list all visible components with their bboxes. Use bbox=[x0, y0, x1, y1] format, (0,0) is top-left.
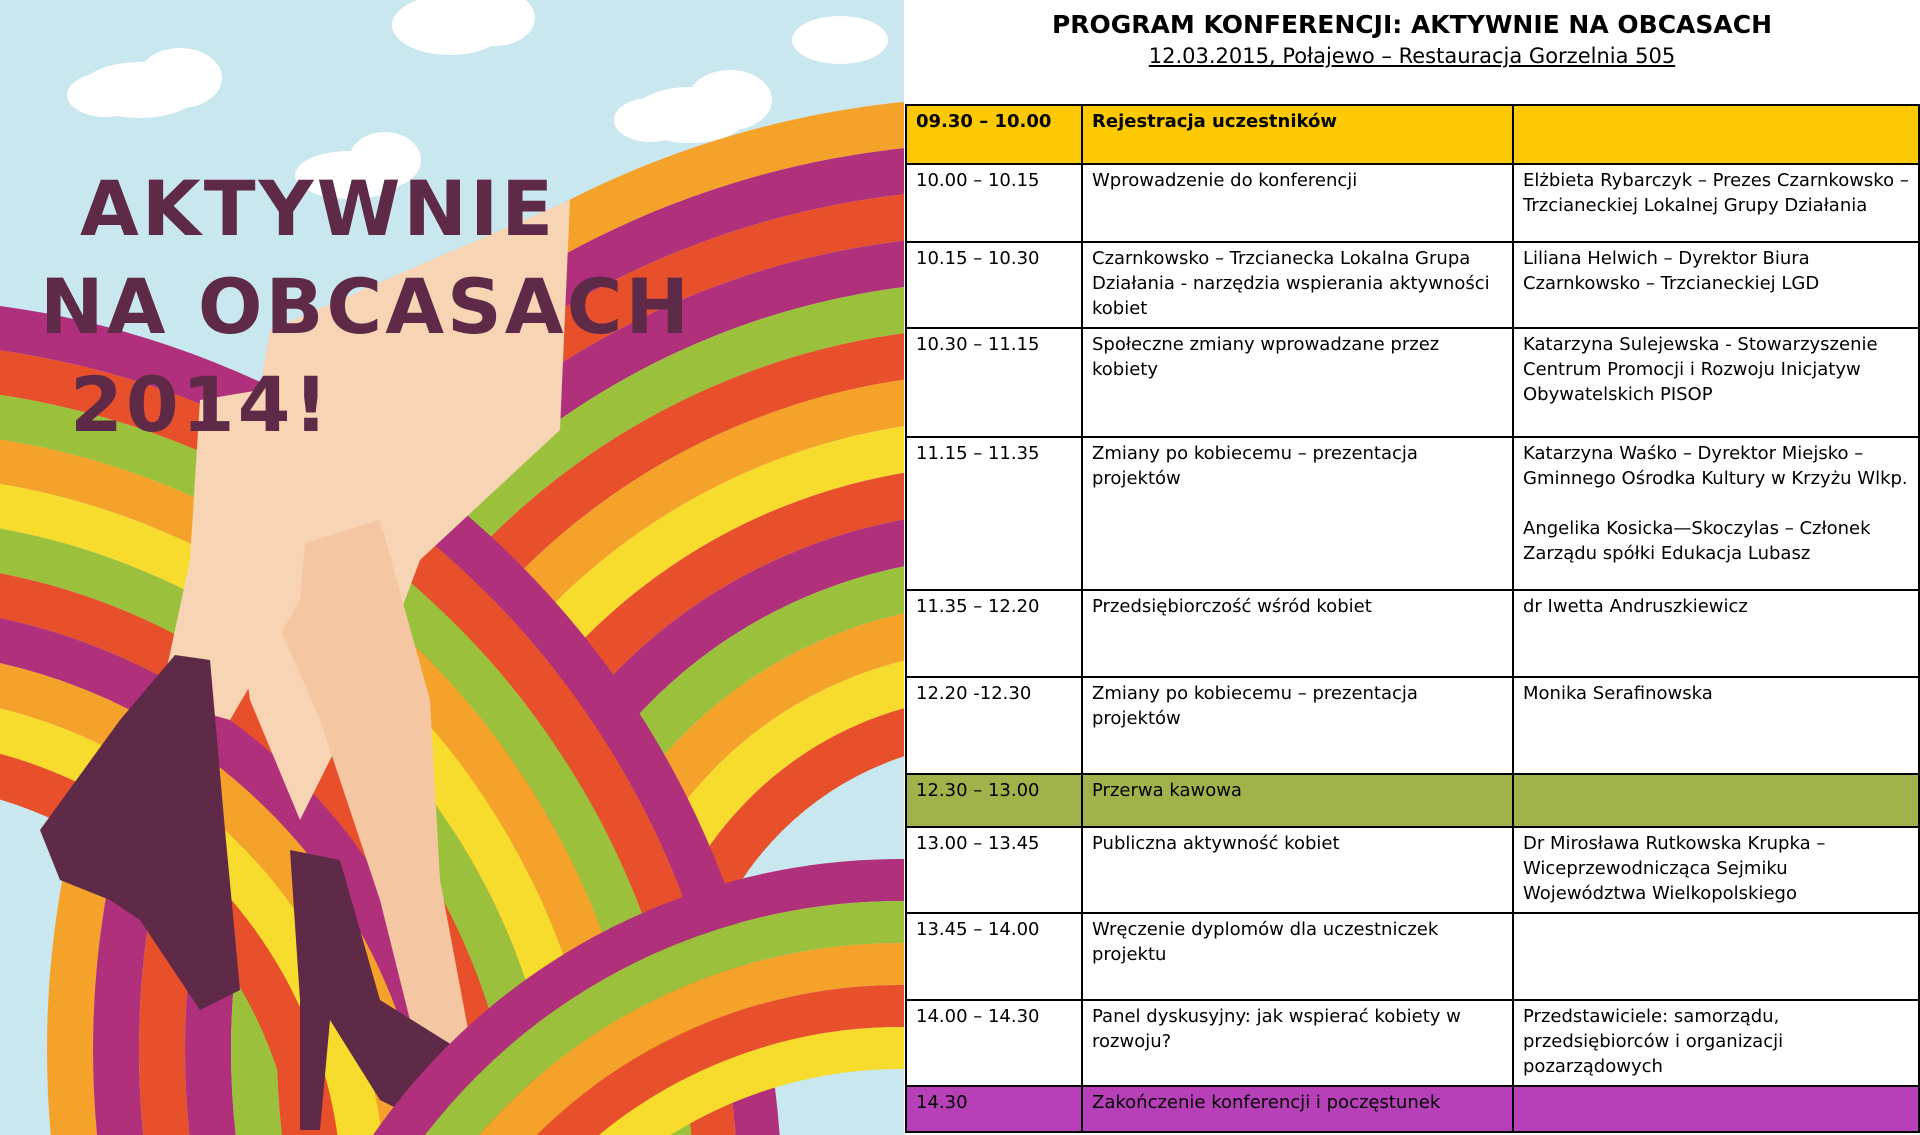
time-cell: 10.00 – 10.15 bbox=[906, 164, 1082, 242]
agenda-row bbox=[906, 242, 1919, 328]
time-cell: 14.00 – 14.30 bbox=[906, 1000, 1082, 1086]
topic-cell: Publiczna aktywność kobiet bbox=[1082, 827, 1513, 913]
program-header bbox=[904, 0, 1920, 70]
agenda-table bbox=[905, 104, 1920, 1133]
speaker-cell: Katarzyna Sulejewska - Stowarzyszenie Centrum Promocji i Rozwoju Inicjatyw Obywatelskich PISOP bbox=[1513, 328, 1919, 437]
time-cell: 13.00 – 13.45 bbox=[906, 827, 1082, 913]
speaker-cell: Dr Mirosława Rutkowska Krupka – Wiceprzewodnicząca Sejmiku Województwa Wielkopolskiego bbox=[1513, 827, 1919, 913]
agenda-row bbox=[906, 105, 1919, 164]
time-cell: 14.30 bbox=[906, 1086, 1082, 1132]
time-cell: 13.45 – 14.00 bbox=[906, 913, 1082, 1000]
agenda-row bbox=[906, 1000, 1919, 1086]
speaker-name: Katarzyna Waśko – Dyrektor Miejsko – Gminnego Ośrodka Kultury w Krzyżu Wlkp. bbox=[1523, 443, 1908, 489]
speaker-cell: Monika Serafinowska bbox=[1513, 677, 1919, 774]
agenda-row bbox=[906, 677, 1919, 774]
poster-title-line-2: NA OBCASACH bbox=[40, 262, 692, 351]
topic-cell: Społeczne zmiany wprowadzane przez kobiety bbox=[1082, 328, 1513, 437]
speaker-cell: Liliana Helwich – Dyrektor Biura Czarnkowsko – Trzcianeckiej LGD bbox=[1513, 242, 1919, 328]
time-cell: 10.30 – 11.15 bbox=[906, 328, 1082, 437]
topic-cell: Zakończenie konferencji i poczęstunek bbox=[1082, 1086, 1513, 1132]
poster-title-line-1: AKTYWNIE bbox=[80, 164, 557, 253]
time-cell: 12.20 -12.30 bbox=[906, 677, 1082, 774]
speaker-cell bbox=[1513, 1086, 1919, 1132]
speaker-cell: Elżbieta Rybarczyk – Prezes Czarnkowsko – Trzcianeckiej Lokalnej Grupy Działania bbox=[1513, 164, 1919, 242]
time-cell: 12.30 – 13.00 bbox=[906, 774, 1082, 827]
speaker-cell: Przedstawiciele: samorządu, przedsiębiorców i organizacji pozarządowych bbox=[1513, 1000, 1919, 1086]
agenda-row bbox=[906, 328, 1919, 437]
topic-cell: Wręczenie dyplomów dla uczestniczek projektu bbox=[1082, 913, 1513, 1000]
agenda-row bbox=[906, 437, 1919, 590]
agenda-row bbox=[906, 590, 1919, 677]
topic-cell: Zmiany po kobiecemu – prezentacja projektów bbox=[1082, 437, 1513, 590]
conference-program bbox=[904, 0, 1920, 1135]
topic-cell: Czarnkowsko – Trzcianecka Lokalna Grupa Działania - narzędzia wspierania aktywności kobiet bbox=[1082, 242, 1513, 328]
poster-illustration bbox=[0, 0, 904, 1135]
speaker-cell bbox=[1513, 913, 1919, 1000]
poster-title-line-3: 2014! bbox=[70, 360, 332, 449]
agenda-row bbox=[906, 913, 1919, 1000]
agenda-row bbox=[906, 827, 1919, 913]
topic-cell: Panel dyskusyjny: jak wspierać kobiety w rozwoju? bbox=[1082, 1000, 1513, 1086]
time-cell: 09.30 – 10.00 bbox=[906, 105, 1082, 164]
program-subtitle: 12.03.2015, Połajewo – Restauracja Gorzelnia 505 bbox=[1148, 44, 1676, 68]
poster-title bbox=[40, 160, 900, 454]
topic-cell: Rejestracja uczestników bbox=[1082, 105, 1513, 164]
speaker-cell bbox=[1513, 105, 1919, 164]
time-cell: 10.15 – 10.30 bbox=[906, 242, 1082, 328]
speaker-cell: dr Iwetta Andruszkiewicz bbox=[1513, 590, 1919, 677]
topic-cell: Zmiany po kobiecemu – prezentacja projektów bbox=[1082, 677, 1513, 774]
agenda-row bbox=[906, 164, 1919, 242]
time-cell: 11.35 – 12.20 bbox=[906, 590, 1082, 677]
topic-cell: Przedsiębiorczość wśród kobiet bbox=[1082, 590, 1513, 677]
speaker-cell bbox=[1513, 774, 1919, 827]
topic-cell: Wprowadzenie do konferencji bbox=[1082, 164, 1513, 242]
time-cell: 11.15 – 11.35 bbox=[906, 437, 1082, 590]
program-title: PROGRAM KONFERENCJI: AKTYWNIE NA OBCASACH bbox=[1051, 10, 1773, 39]
speaker-cell bbox=[1513, 437, 1919, 590]
topic-cell: Przerwa kawowa bbox=[1082, 774, 1513, 827]
agenda-row bbox=[906, 774, 1919, 827]
speaker-name: Angelika Kosicka—Skoczylas – Członek Zarządu spółki Edukacja Lubasz bbox=[1523, 518, 1871, 564]
agenda-row bbox=[906, 1086, 1919, 1132]
